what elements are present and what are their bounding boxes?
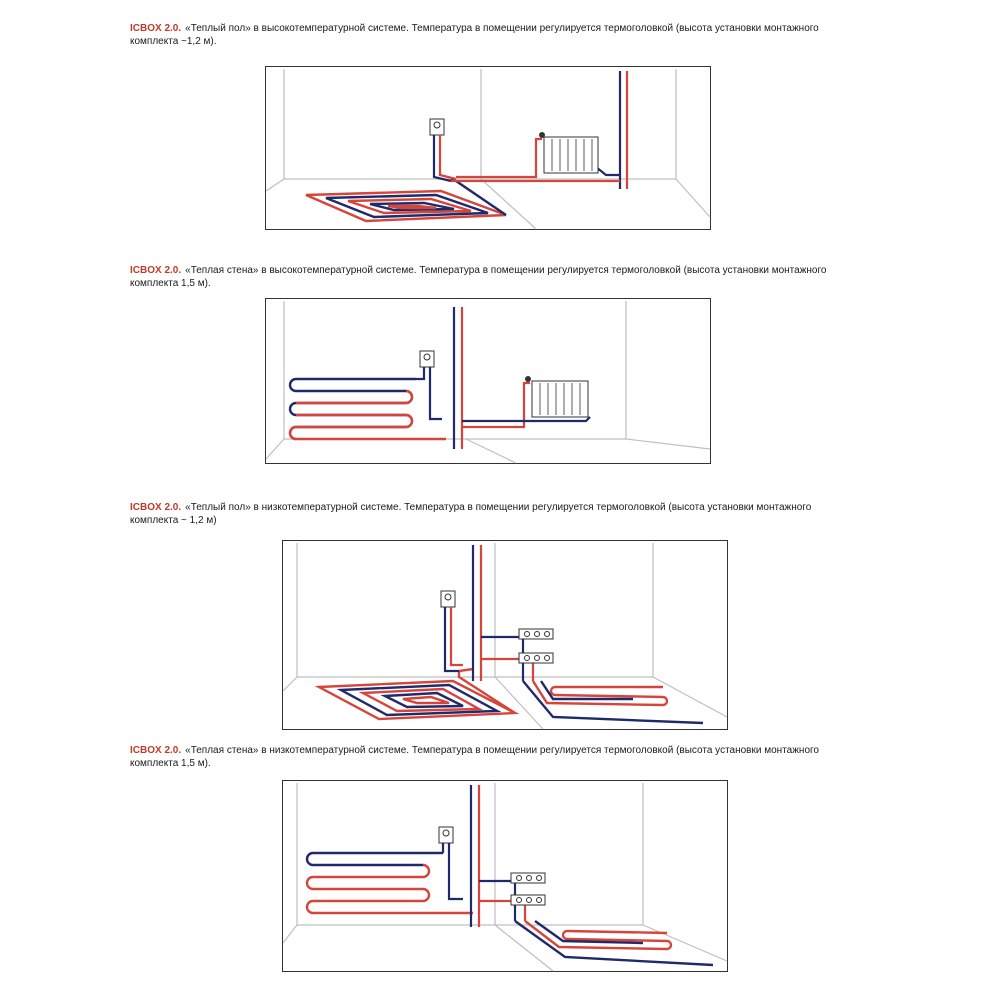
- section-3-text: «Теплый пол» в низкотемпературной системе. Температура в помещении регулируется термоголовкой (высота установки монтажного комплекта ~ 1,2 м): [130, 502, 812, 526]
- diagram-floor-high-temp: [265, 66, 711, 230]
- diagram-floor-low-temp-drawing: [283, 541, 729, 731]
- diagram-floor-high-temp-drawing: [266, 67, 712, 231]
- icbox-unit: [420, 351, 434, 367]
- section-2-caption: [130, 264, 850, 290]
- section-1-text: «Теплый пол» в высокотемпературной системе. Температура в помещении регулируется термоголовкой (высота установки монтажного комплекта ~1,2 м).: [130, 23, 819, 47]
- riser-pipes: [416, 307, 590, 449]
- diagram-wall-low-temp-drawing: [283, 781, 729, 973]
- brand-label: ICBOX 2.0.: [130, 265, 182, 276]
- section-3-caption: [130, 501, 850, 527]
- wall-heating-loop: [290, 379, 446, 439]
- section-4-caption: [130, 744, 850, 770]
- icbox-unit: [439, 827, 453, 843]
- brand-label: ICBOX 2.0.: [130, 502, 182, 513]
- section-2-text: «Теплая стена» в высокотемпературной системе. Температура в помещении регулируется термоголовкой (высота установки монтажного комплекта 1,5 м).: [130, 265, 827, 289]
- diagram-floor-low-temp: [282, 540, 728, 730]
- icbox-unit: [441, 591, 455, 607]
- riser-pipes: [443, 785, 525, 927]
- floor-heating-loop: [306, 179, 506, 221]
- diagram-wall-high-temp: [265, 298, 711, 464]
- diagram-wall-high-temp-drawing: [266, 299, 712, 465]
- radiator: [525, 376, 588, 417]
- room-walls: [266, 69, 710, 229]
- icbox-unit: [430, 119, 444, 135]
- brand-label: ICBOX 2.0.: [130, 23, 182, 34]
- section-1-caption: [130, 22, 850, 48]
- floor-heating-loop-2: [523, 681, 703, 723]
- section-4-text: «Теплая стена» в низкотемпературной системе. Температура в помещении регулируется термоголовкой (высота установки монтажного комплекта 1,5 м).: [130, 745, 819, 769]
- diagram-wall-low-temp: [282, 780, 728, 972]
- radiator: [539, 132, 598, 173]
- floor-heating-loop: [515, 921, 713, 965]
- brand-label: ICBOX 2.0.: [130, 745, 182, 756]
